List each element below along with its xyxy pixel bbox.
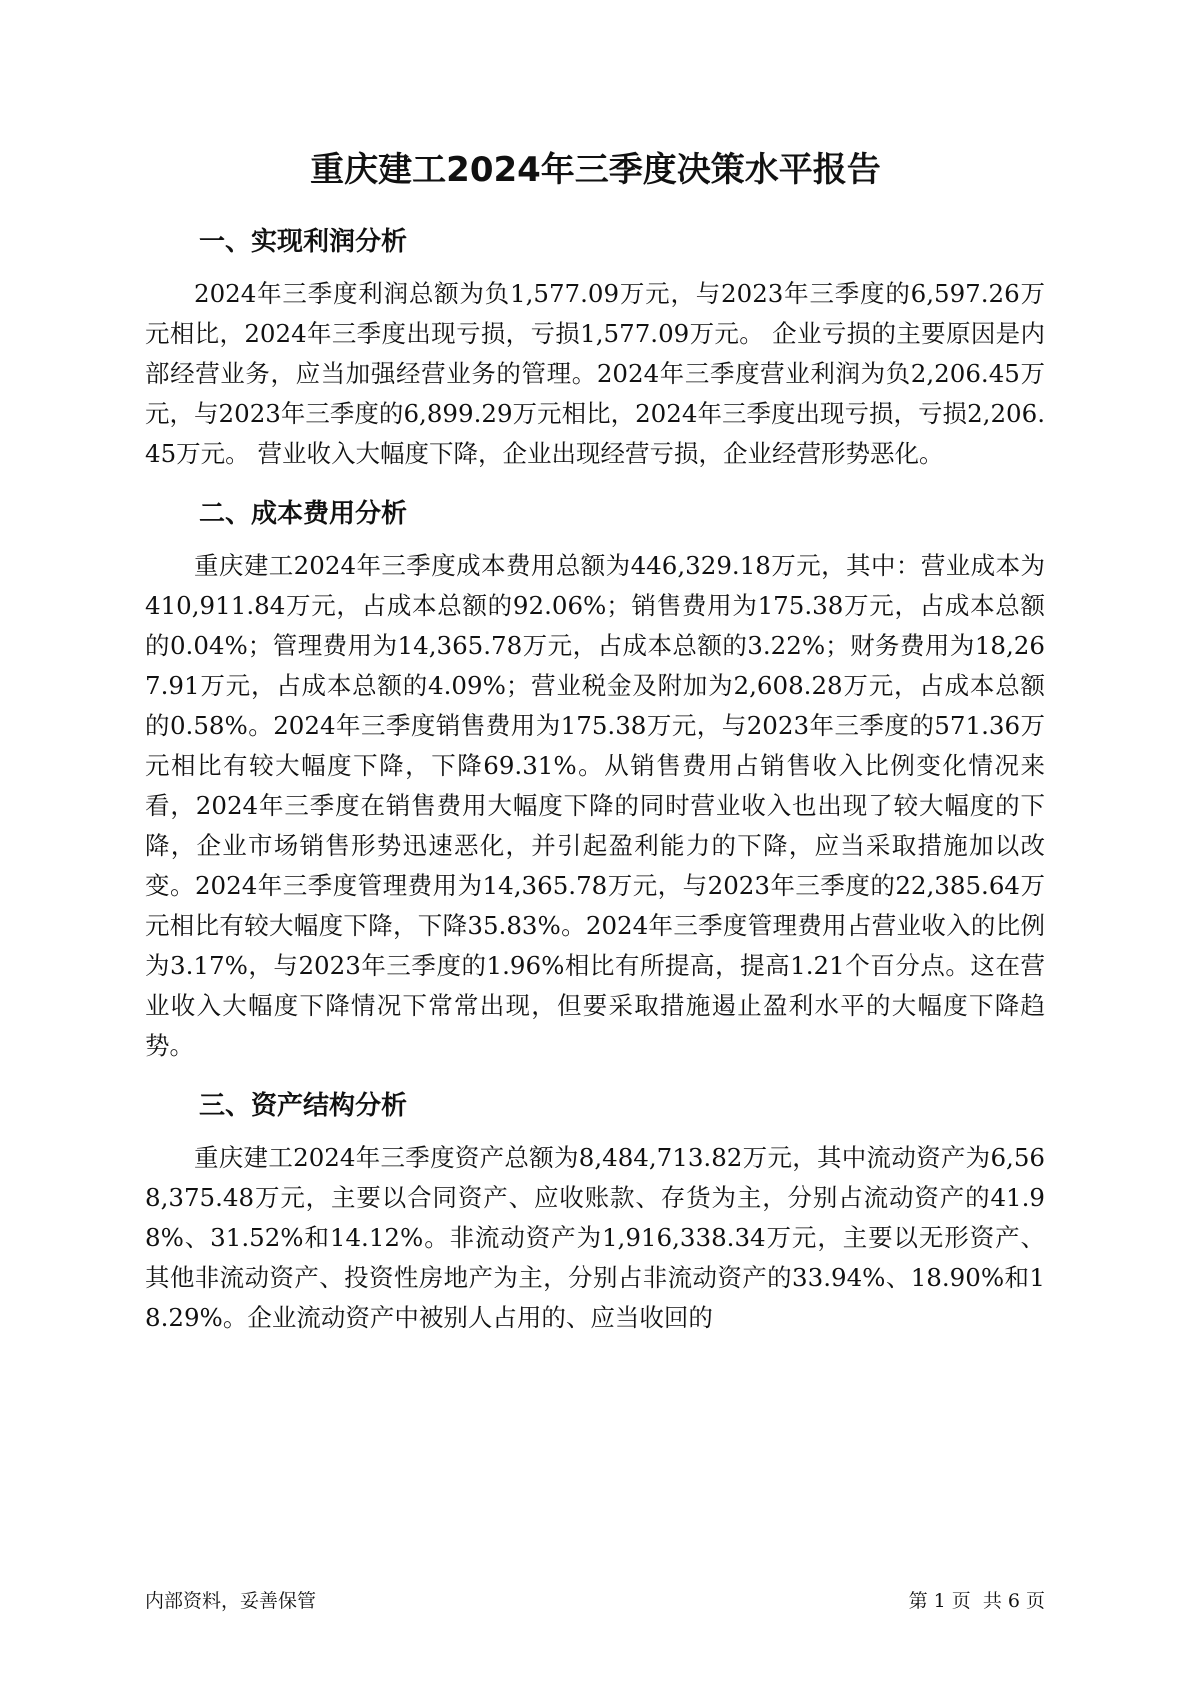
section-heading: 一、实现利润分析 (199, 227, 408, 257)
section-paragraph: 重庆建工2024年三季度成本费用总额为446,329.18万元，其中：营业成本为410,911.84万元，占成本总额的92.06%；销售费用为175.38万元，占成本总额的0.04%；管理费用为14,365.78万元，占成本总额的3.22%；财务费用为18,267.91万元，占成本总额的4.09%；营业税金及附加为2,608.28万元，占成本总额的0.58%。2024年三季度销售费用为175.38万元，与2023年三季度的571.36万元相比有较大幅度下降，下降69.31%。从销售费用占销售收入比例变化情况来看，2024年三季度在销售费用大幅度下降的同时营业收入也出现了较大幅度的下降，企业市场销售形势迅速恶化，并引起盈利能力的下降，应当采取措施加以改变。2024年三季度管理费用为14,365.78万元，与2023年三季度的22,385.64万元相比有较大幅度下降，下降35.83%。2024年三季度管理费用占营业收入的比例为3.17%，与2023年三季度的1.96%相比有所提高，提高1.21个百分点。这在营业收入大幅度下降情况下常常出现，但要采取措施遏止盈利水平的大幅度下降趋势。 (145, 551, 1045, 1060)
section-assets (145, 1088, 1045, 1338)
footer-confidential-note: 内部资料，妥善保管 (145, 1590, 317, 1612)
section-paragraph: 2024年三季度利润总额为负1,577.09万元，与2023年三季度的6,597.26万元相比，2024年三季度出现亏损，亏损1,577.09万元。 企业亏损的主要原因是内部经营业务，应当加强经营业务的管理。2024年三季度营业利润为负2,206.45万元，与2023年三季度的6,899.29万元相比，2024年三季度出现亏损，亏损2,206.45万元。 营业收入大幅度下降，企业出现经营亏损，企业经营形势恶化。 (145, 279, 1045, 468)
section-heading: 二、成本费用分析 (199, 499, 408, 529)
section-heading: 三、资产结构分析 (199, 1091, 408, 1121)
section-profit (145, 224, 1045, 474)
footer-page-number: 第 1 页 共 6 页 (908, 1590, 1045, 1612)
section-paragraph: 重庆建工2024年三季度资产总额为8,484,713.82万元，其中流动资产为6,568,375.48万元，主要以合同资产、应收账款、存货为主，分别占流动资产的41.98%、31.52%和14.12%。非流动资产为1,916,338.34万元，主要以无形资产、其他非流动资产、投资性房地产为主，分别占非流动资产的33.94%、18.90%和18.29%。企业流动资产中被别人占用的、应当收回的 (145, 1143, 1045, 1332)
document-title: 重庆建工2024年三季度决策水平报告 (310, 150, 881, 190)
section-cost (145, 496, 1045, 1066)
document-body (145, 224, 1045, 1360)
